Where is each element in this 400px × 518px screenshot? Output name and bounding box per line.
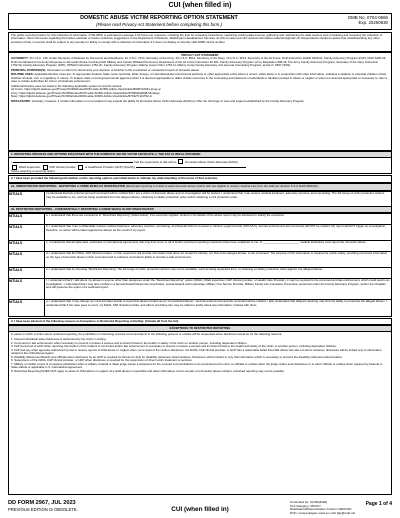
exception-item: 3. FAP personnel or HCP when reporting information of the incident to command and/or law enforcement is necessary to prevent or lessen a serious and imminent threat to the health and safety of the victim or another person, including dependent children. [11,344,337,348]
form-identifier: DD FORM 2967, JUL 2023 PREVIOUS EDITION IS OBSOLETE. [8,500,78,512]
privacy-additional: Additional Routine uses are listed in the following applicable system of records notices: [11,83,123,88]
privacy-act-statement [8,52,392,151]
section-2b-d-text: d. I understand that the DAVA, FAP clinical provider, or their supervisor will provide information that does not reveal the identity, nor that of the alleged abuser, to the command. The purpose of this information is required for public safety, providing command information on the type of domestic abuse in their command and to enhance command's ability to provide a safe environment. [46,251,388,259]
section-2a-text: I understand that law enforcement and command will be notified that I am a victim of domestic abuse and an investigation will be started. I understand that I can receive medical treatment, advocacy services, and counseling. The full range of victim protection actions may be available to me, such as being separated from the alleged abuser, obtaining a military protection order and/or obtaining a civil protection order. [46,191,385,199]
exceptions-band: EXCEPTIONS TO RESTRICTED REPORTING [8,325,392,332]
initials-field-2b-e[interactable]: INITIALS [8,268,23,272]
sorn-link-air-force[interactable]: Air Force: https://dpcld.defense.gov/Privacy/SORNsIndex/DOD-wide-SORN-Article-View/Article/569671/f044-af-sg-q/ [11,87,161,91]
initials-field-2b-c[interactable]: INITIALS [8,241,23,245]
section-2b-f-text: f. I understand that if I talk about my abuse to anyone other than designees under the "Restricted Reporting" option (DAVA, DAVA supervisor, FAP clinical provider, or Health Care Provider), it may be reported to the command and law enforcement, which could lead to an investigation. I understand that I may also confide in a Sexual Assault Response Coordinator, sexual assault victim advocate, Military One Source Provider, Military Family Life Counselor, Prevention personnel under the Family Advocacy Program, and/or the Chaplain and still preserve the option of a restricted report. [46,278,390,289]
privacy-disclosure: DISCLOSURE: Voluntary; however, if certain information is not provided it may impede the ability for Domestic Abuse Victim Advocate (DAVA) to offer the full range of care and support established by the Family Advocacy Program. [11,98,305,103]
privacy-heading: PRIVACY ACT STATEMENT [181,52,219,57]
sorn-link-army[interactable]: Army: https://dpcld.defense.gov/Privacy/SORNsIndex/DOD-wide-SORN-Article-View/Article/570960/a0608-18-dasg/ [11,90,160,95]
section-1-heading: 1. REPORTING PROCESS AND OPTIONS DISCUSSED WITH THE DOMESTIC ABUSE VICTIM ADVOCATE or THE FAP CLINICAL PROVIDER [8,151,392,158]
initials-field-2b-g[interactable]: INITIALS [8,300,23,304]
burden-statement: The public reporting burden for this collection of information, 0704-0666, is estimated to average 1.00 hours per response, including the time for reviewing instructions, searching existing data sources, gathering and maintaining the data needed, and completing and reviewing the collection of information. Send comments regarding the burden estimate or burden reduction suggestions to the Department of Defense, Washington Headquarters Services, at whs.mc-alex.esd.mbx.dd-dod-information-collections@mail.mil. Respondents should be aware that notwithstanding any other provision of law, no person shall be subject to any penalty for failing to comply with a collection of information if it does not display a currently valid OMB control number. [8,32,392,52]
page-number: Page 1 of 4 [365,501,392,507]
section-2-heading: 2. I have been provided the following information on the reporting options and initial below to indicate my understanding of the terms of that selection. [8,175,392,183]
privacy-authority: AUTHORITY: 10 U.S.C. 136, Under Secretary of Defense for Personnel and Readiness; 10 U.S.C. 7013, Secretary of the Army; 10 U.S.C. 8013, Secretary of the Navy; 10 U.S.C. 9013, Secretary of the Air Force; DoD Instruction (DoDI) 6400.01, Family Advocacy Program (FAP); DoDI 6400.06, DoD Coordinated Community Response to Domestic Abuse Involving DoD Military and Certain Affiliated Personnel; Department of the Air Force Instruction 40-301, Family Advocacy Program; Army Regulation 608-18, The Army Family Advocacy Program; Secretary of the Navy Instruction 1752.3A, Family Advocacy Program (FAP); OPNAV Instruction 1752.2C, Family Advocacy Program; Marine Corps Order 1754.11, Marine Corps Family Advocacy and General Counseling Program; and E.O. 9397 (SSN). [11,56,387,67]
hcp-specify-field[interactable] [136,164,246,168]
section-2b-b-text: b. I understand that I can confidentially receive medical treatment, advocacy services, counseling, and Special Victim's Counsel or Victims' Legal Counsel (SVC/VLC), but law enforcement and command will NOT be notified. My report will NOT trigger an investigation; therefore, no action will be taken against the abuser as the result of my report. [46,224,386,232]
section-1-body: I, had the opportunity to talk with a: Domestic Abuse Victim Advocate (DAVA), DAVA supervisor, FAP clinical provider, or Healthcare Provider (HCP) (Specify) before selecting a reporting option. [8,158,392,174]
section-3-heading: 3. I have been advised of the following reasons as Exceptions to Restricted Reporting, including: (Include all from the list) [8,318,392,325]
initials-field-2b-f[interactable]: INITIALS [8,279,23,283]
exceptions-intro: In cases in which a victim elects restricted reporting, the prohibition on disclosing covered communications to the following persons or entities will be suspended when disclosure would be for the following reasons: [11,332,283,336]
form-title: DOMESTIC ABUSE VICTIM REPORTING OPTION STATEMENT [80,15,238,21]
hcp-checkbox[interactable] [78,165,83,170]
cui-marking-bottom: CUI (when filled in) [171,506,229,513]
exception-item: 7. Military or civilian courts of competent jurisdiction when a military, Federal or State judge issues a subpoena for the covered communications to be presented to the court, to officials or entities when the judge orders such disclosure or to other officials or entities when required by Federal or State statute or applicable U.S. international agreement. [11,361,383,369]
exception-item: 5. Disability Retirement Boards and officials when disclosure by an HCP is required for fitness for duty for disability retirement determinations. Disclosure will be limited to only that information which is necessary to process the disability retirement determination. [11,354,343,359]
exceptions-list [8,332,392,495]
form-subtitle: (Please read Privacy Act Statement before completing this form.) [96,22,222,27]
initials-field-2a[interactable]: INITIALS [8,192,23,196]
section-2b-c-text: c. I understand that all state laws, local laws or international agreements that may limit some or all of DoD's restricted reporting protections have been explained to me. In ______________________, medical authorities must report the domestic abuse. [46,240,367,244]
section-2b-e-text: e. I understand that by choosing "Restricted Reporting," the full range of victim protection actions may not be available, such as being separated from, or obtaining a military protection order against, the alleged abuser. [46,267,323,271]
section-2a-heading: 2a. UNRESTRICTED REPORTING - REPORTING A CRIME WHICH IS INVESTIGATED (Restricted reporting is limited to adult domestic abuse victims who are eligible to receive medical care from the DoD per Section 5.3 of DoDI 6400.06.) [8,183,392,191]
sorn-link-navy[interactable]: Navy: https://dpcld.defense.gov/Privacy/SORNsIndex/DOD-wide-SORN-Article-View/Article/570327/n01752-1/ [11,94,153,98]
section-2b-heading: 2b. RESTRICTED REPORTING - CONFIDENTIALLY REPORTING A CRIME WHICH IS NOT INVESTIGATED [8,206,392,213]
privacy-purpose: PRINCIPAL PURPOSE(S): Information on this form documents your decision of whether to file a restricted or unrestricted report of domestic abuse. [11,67,200,72]
victim-name-field[interactable] [13,159,133,163]
exception-item: 1. Named individuals when disclosure is authorized by the victim in writing. [11,337,107,341]
form-header [8,13,392,30]
cui-control-block: Controlled by: OUSD(P&R) CUI Category: PRVCY Distribution/Dissemination Control: FEDCON POC: osd.pentagon.ousd-p-r.mbx.fap@mail.mil [290,500,355,516]
section-2b-g-text: g. I understand that I may change my mind and later decide to report this abuse incident as an "Unrestricted Report," and law enforcement and the command will be notified. I also understand that delayed reporting may limit the ability to prosecute the alleged abuser. I understand that if the case goes to court, my DAVA, FAP clinical provider, and others providing care may be called to testify about any information I shared with them. [46,299,387,307]
initials-field-2b-a[interactable]: INITIALS [8,214,23,218]
omb-number: OMB No. 0704-0666 Exp. 20260930 [347,15,388,25]
exception-item: 2. Command or law enforcement when necessary to prevent or lessen a serious and imminent threat to the health or safety of the victim or another person, including dependent children. [11,340,248,345]
exception-item: 6. Supervisors of the DAVA, FAP clinical provider, or HCP when disclosure is required for the supervision of direct victim treatment or services. [11,358,193,362]
exception-item: 8. Restricted Reporting DOES NOT apply to cases of child abuse or neglect. ALL child abuse is reportable and when child abuse occurs as part of a domestic abuse incident, restricted reporting may not be possible. [11,368,285,373]
cui-marking-top: CUI (when filled in) [168,2,232,9]
initials-field-2b-d[interactable]: INITIALS [8,252,23,256]
privacy-routine-uses: ROUTINE USES: Applicable Routine Uses are: To appropriate Federal, State, local, territorial, tribal, foreign, or international law enforcement authority or other appropriate entity where a record, either alone or in conjunction with other information, indicates a violation or potential violation of law, whether criminal, civil, or regulatory in nature. To federal, state or local governmental agencies when it is deemed appropriate to utilize civilian resources in the counseling and treatment of individuals or families involved in abuse or neglect or when it is deemed appropriate or necessary to refer a case to civilian authorities for civil or criminal law enforcement. [11,72,388,83]
initials-field-2b-b[interactable]: INITIALS [8,225,23,229]
section-2b-a-text: a. I understand that there are exceptions to "Restricted Reporting" (listed below). If an exception applies, limited or full details of the abuse report may be disclosed to satisfy the exception. [46,213,285,217]
exception-item: 4. FAP and any other agencies authorized by law to receive reports of child abuse or neglect when, as a result of the victim's disclosure, the DAVA, FAP clinical provider, or HCP has a reasonable belief that child abuse has also occurred. However, disclosure will be limited only to information related to the child abuse/neglect. [11,347,382,355]
